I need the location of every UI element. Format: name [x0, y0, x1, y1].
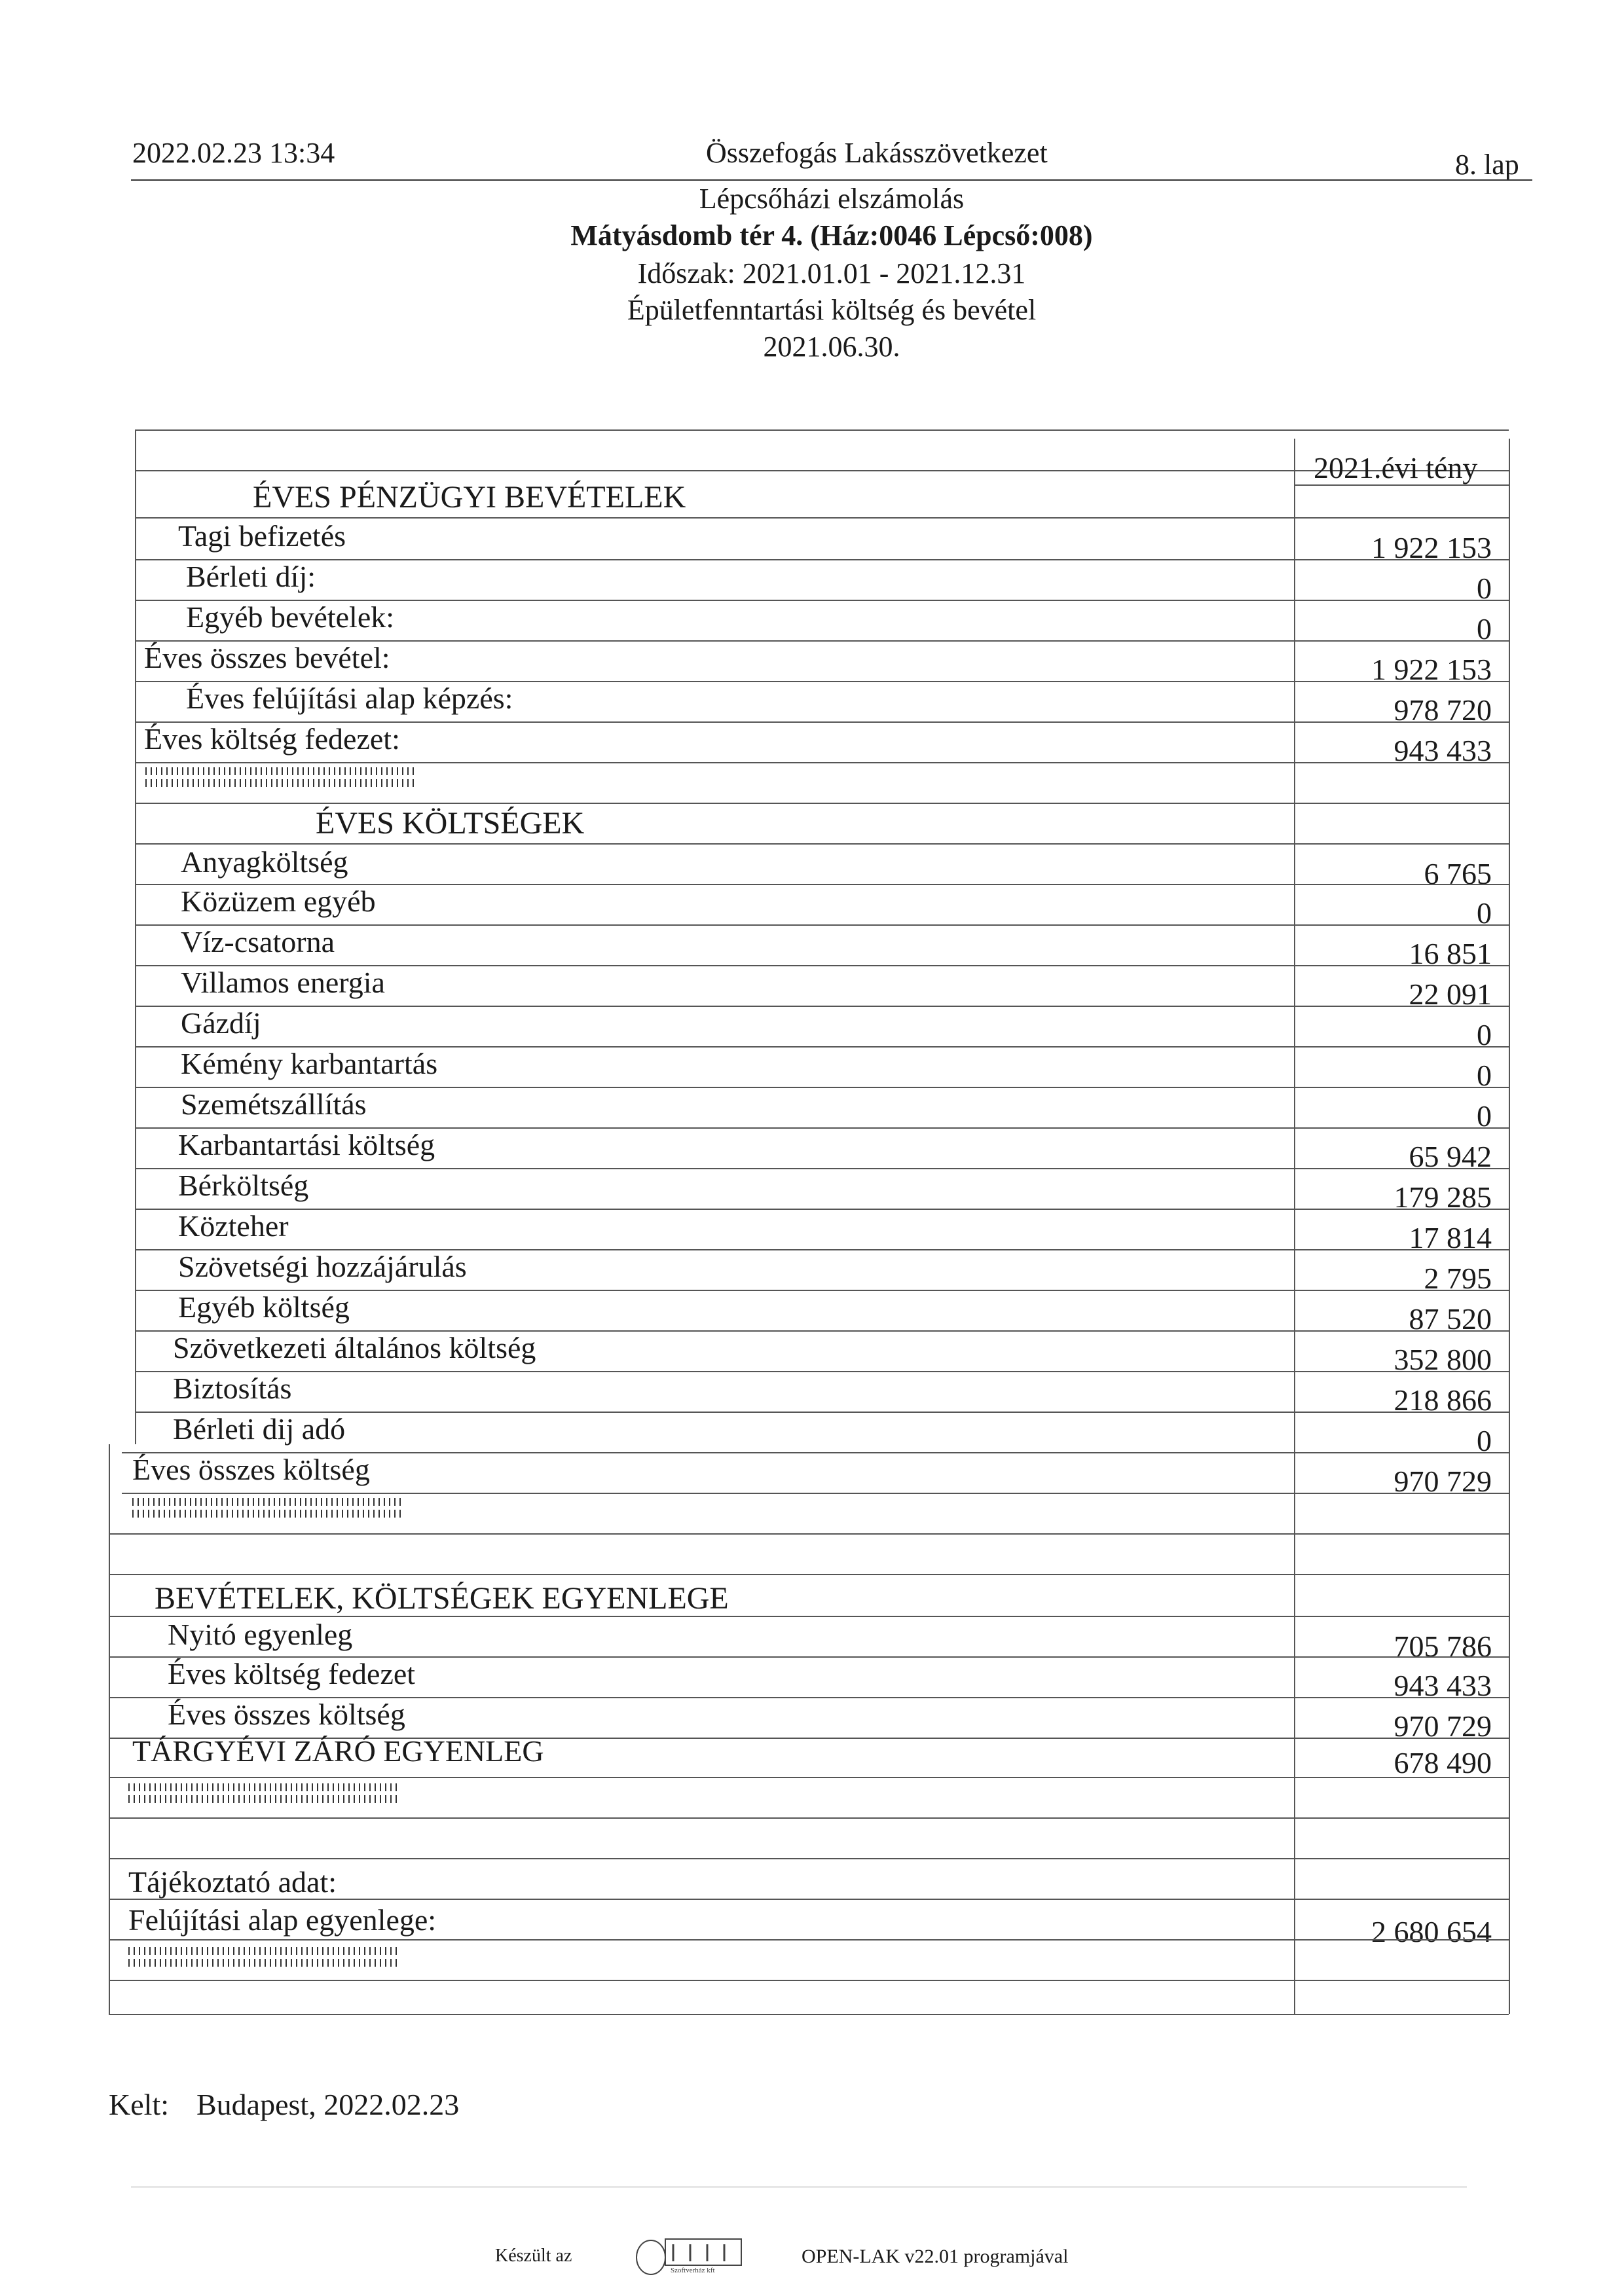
separator-ticks — [132, 1498, 401, 1518]
table-row — [109, 600, 1509, 646]
row-line — [109, 1939, 1509, 1941]
logo-text — [668, 2235, 670, 2236]
row-value: 179 285 — [1393, 1180, 1492, 1214]
logo-subtext: Szoftverház kft — [671, 2267, 715, 2274]
row-label: Éves összes költség — [132, 1453, 370, 1486]
row-value: 87 520 — [1409, 1302, 1492, 1336]
row-line — [109, 1980, 1509, 1981]
row-value: 2 795 — [1424, 1262, 1492, 1295]
header-rule — [131, 179, 1532, 181]
income-section-title: ÉVES PÉNZÜGYI BEVÉTELEK — [253, 480, 686, 515]
row-value: 970 729 — [1393, 1709, 1492, 1743]
row-label: Nyitó egyenleg — [168, 1618, 353, 1651]
info-section-title: Tájékoztató adat: — [128, 1865, 337, 1899]
row-value: 0 — [1477, 1424, 1492, 1457]
row-label: Közüzem egyéb — [181, 884, 376, 918]
row-value: 16 851 — [1409, 937, 1492, 970]
table-row — [109, 1209, 1509, 1254]
table-row — [109, 559, 1509, 605]
header-row-line — [135, 470, 1509, 471]
row-label: Egyéb bevételek: — [186, 600, 395, 634]
row-value: 17 814 — [1409, 1221, 1492, 1254]
row-label: Szövetkezeti általános költség — [173, 1331, 536, 1364]
table-row — [109, 1656, 1509, 1702]
table-row — [109, 1127, 1509, 1173]
row-label: Közteher — [178, 1209, 289, 1243]
row-line — [109, 1777, 1509, 1778]
table-row — [109, 1412, 1509, 1457]
row-value: 978 720 — [1393, 693, 1492, 727]
table-row — [109, 884, 1509, 930]
row-label: TÁRGYÉVI ZÁRÓ EGYENLEG — [132, 1734, 544, 1768]
column-header: 2021.évi tény — [1314, 451, 1478, 484]
doc-subtitle: Épületfenntartási költség és bevétel — [627, 294, 1037, 326]
row-label: Felújítási alap egyenlege: — [128, 1903, 437, 1937]
table-bottom-line — [109, 2014, 1509, 2015]
row-value: 678 490 — [1393, 1746, 1492, 1779]
row-label: Bérleti díj: — [186, 560, 316, 593]
table-row — [109, 924, 1509, 970]
table-right-line — [1509, 439, 1510, 2014]
row-label: Villamos energia — [181, 966, 385, 999]
doc-title: Lépcsőházi elszámolás — [699, 183, 965, 215]
row-label: Éves felújítási alap képzés: — [186, 682, 513, 715]
table-row — [109, 519, 1509, 564]
row-label: Éves összes bevétel: — [144, 641, 390, 674]
table-row — [109, 965, 1509, 1011]
row-label: Éves költség fedezet — [168, 1657, 416, 1690]
table-row — [109, 1903, 1509, 1948]
row-label: Anyagköltség — [181, 845, 348, 879]
open-logo — [634, 2235, 745, 2277]
row-label: Szemétszállítás — [181, 1087, 367, 1121]
table-row — [109, 1249, 1509, 1295]
table-row — [109, 1734, 1509, 1779]
row-label: Tagi befizetés — [178, 519, 346, 553]
table-row — [109, 721, 1509, 767]
row-value: 0 — [1477, 896, 1492, 930]
signature-place-date: Budapest, 2022.02.23 — [196, 2088, 460, 2121]
row-value: 943 433 — [1393, 1669, 1492, 1702]
row-value: 218 866 — [1393, 1383, 1492, 1417]
table-row — [109, 1330, 1509, 1376]
table-row — [109, 1371, 1509, 1417]
table-row — [109, 1006, 1509, 1051]
row-value: 0 — [1477, 1059, 1492, 1092]
table-row — [109, 1452, 1509, 1498]
row-value: 0 — [1477, 1099, 1492, 1133]
organization-name: Összefogás Lakásszövetkezet — [706, 137, 1048, 169]
table-row — [109, 681, 1509, 727]
table-row — [109, 1046, 1509, 1092]
row-label: Gázdíj — [181, 1006, 261, 1040]
separator-ticks — [128, 1783, 397, 1803]
row-value: 1 922 153 — [1371, 531, 1492, 564]
row-value: 705 786 — [1393, 1630, 1492, 1663]
table-row — [109, 1697, 1509, 1743]
row-label: Biztosítás — [173, 1372, 292, 1405]
page-number: 8. lap — [1455, 149, 1519, 181]
row-label: Egyéb költség — [178, 1290, 350, 1324]
row-line — [135, 803, 1509, 804]
row-line — [109, 1817, 1509, 1819]
print-datetime: 2022.02.23 13:34 — [132, 137, 335, 169]
table-row — [109, 640, 1509, 686]
row-value: 0 — [1477, 1018, 1492, 1051]
row-label: Szövetségi hozzájárulás — [178, 1250, 467, 1283]
row-label: Bérleti dij adó — [173, 1412, 346, 1446]
row-line — [109, 1533, 1509, 1535]
financial-table — [109, 429, 1509, 2014]
row-value: 22 091 — [1409, 977, 1492, 1011]
row-value: 65 942 — [1409, 1140, 1492, 1173]
row-value: 352 800 — [1393, 1343, 1492, 1376]
row-label: Bérköltség — [178, 1169, 309, 1202]
building-address: Mátyásdomb tér 4. (Ház:0046 Lépcső:008) — [570, 219, 1093, 251]
table-row — [109, 1168, 1509, 1214]
table-top-line — [135, 429, 1509, 431]
row-line — [109, 1899, 1509, 1900]
period: Időszak: 2021.01.01 - 2021.12.31 — [637, 257, 1026, 289]
separator-ticks — [145, 767, 414, 787]
row-value: 943 433 — [1393, 734, 1492, 767]
row-value: 0 — [1477, 612, 1492, 646]
table-row — [109, 845, 1509, 890]
row-line — [122, 1493, 1509, 1494]
row-label: Kémény karbantartás — [181, 1047, 438, 1080]
table-row — [109, 1290, 1509, 1336]
table-row — [109, 1617, 1509, 1663]
report-date: 2021.06.30. — [763, 331, 900, 363]
footer-prefix: Készült az — [495, 2246, 572, 2266]
row-label: Víz-csatorna — [181, 925, 335, 958]
row-line — [109, 1574, 1509, 1575]
row-value: 1 922 153 — [1371, 653, 1492, 686]
table-row — [109, 1087, 1509, 1133]
row-value: 6 765 — [1424, 857, 1492, 890]
row-label: Éves költség fedezet: — [144, 722, 400, 756]
balance-section-title: BEVÉTELEK, KÖLTSÉGEK EGYENLEGE — [155, 1581, 729, 1616]
signature-label: Kelt: — [109, 2088, 169, 2121]
row-label: Éves összes költség — [168, 1698, 405, 1731]
row-value: 970 729 — [1393, 1465, 1492, 1498]
row-label: Karbantartási költség — [178, 1128, 435, 1161]
footer-suffix: OPEN-LAK v22.01 programjával — [802, 2246, 1069, 2267]
separator-ticks — [128, 1947, 397, 1967]
row-value: 0 — [1477, 572, 1492, 605]
costs-section-title: ÉVES KÖLTSÉGEK — [316, 806, 585, 841]
row-line — [135, 762, 1509, 763]
row-value: 2 680 654 — [1371, 1915, 1492, 1948]
row-line — [109, 1858, 1509, 1859]
